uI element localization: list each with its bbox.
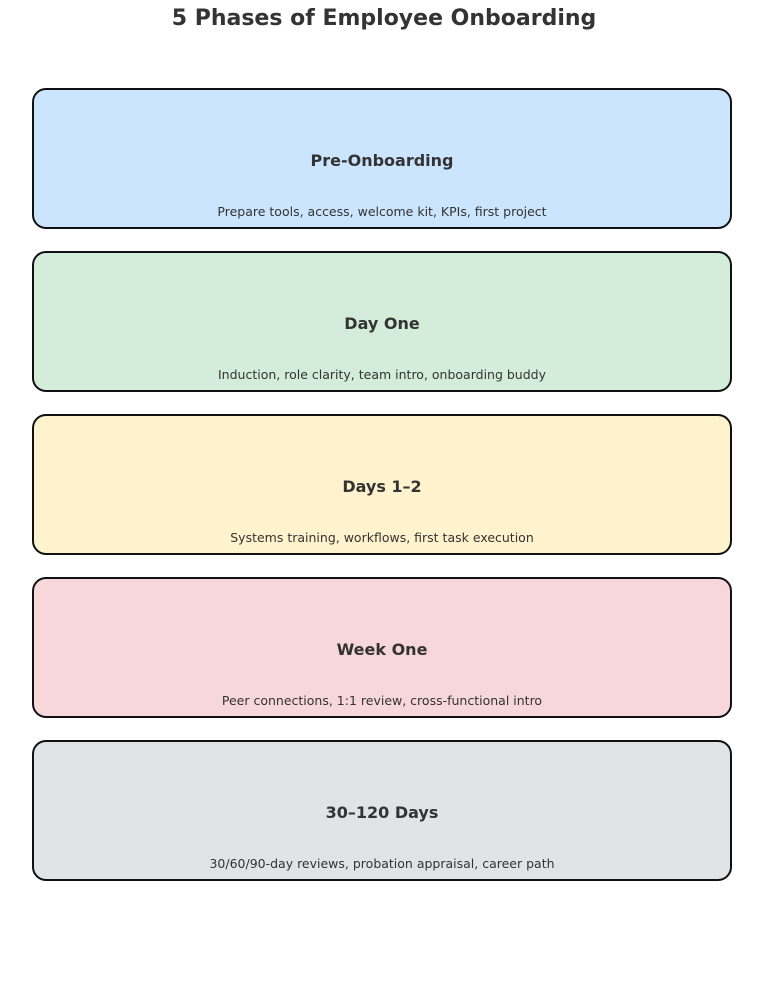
- phase-title: 30–120 Days: [325, 803, 439, 822]
- phase-description: Systems training, workflows, first task execution: [230, 530, 534, 545]
- phase-description: Induction, role clarity, team intro, onboarding buddy: [218, 367, 546, 382]
- phase-title: Pre-Onboarding: [310, 151, 454, 170]
- phase-card-30-120-days: [32, 740, 732, 881]
- phase-title: Day One: [344, 314, 420, 333]
- phase-description: Prepare tools, access, welcome kit, KPIs, first project: [217, 204, 547, 219]
- phase-title: Week One: [336, 640, 428, 659]
- phase-card-days-1-2: [32, 414, 732, 555]
- phase-card-pre-onboarding: [32, 88, 732, 229]
- phase-description: 30/60/90-day reviews, probation appraisal, career path: [209, 856, 555, 871]
- phase-title: Days 1–2: [342, 477, 422, 496]
- phase-card-week-one: [32, 577, 732, 718]
- page-title: 5 Phases of Employee Onboarding: [171, 6, 597, 31]
- phase-card-day-one: [32, 251, 732, 392]
- phase-description: Peer connections, 1:1 review, cross-functional intro: [221, 693, 543, 708]
